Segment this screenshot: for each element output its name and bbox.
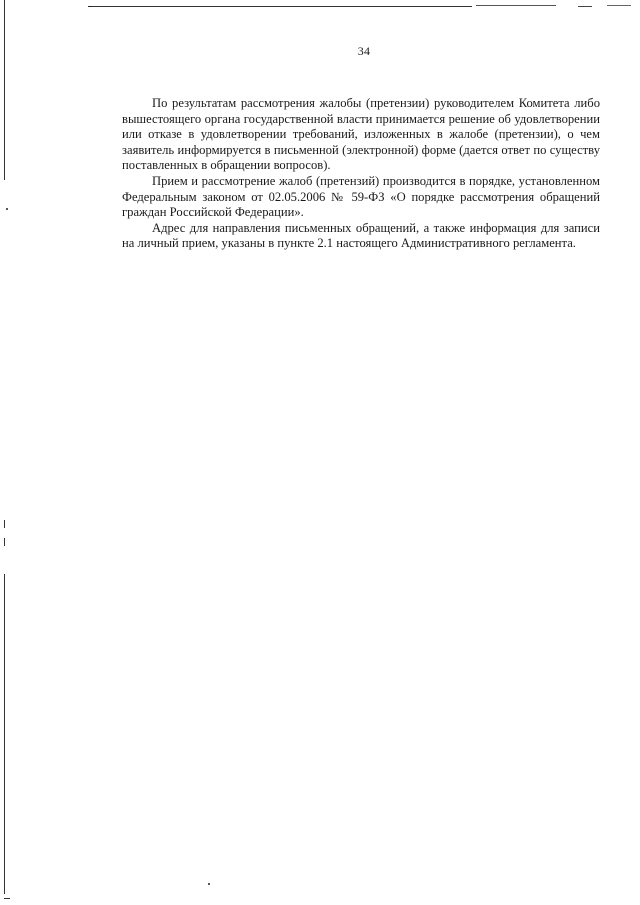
- paragraph-complaint-procedure: Прием и рассмотрение жалоб (претензий) производится в порядке, установленном Федеральным законом от 02.05.2006 № 59-ФЗ «О порядке рассмотрения обращений граждан Российской Федерации».: [122, 173, 600, 220]
- document-body: [122, 96, 600, 252]
- scan-top-rule: [476, 5, 556, 6]
- paragraph-complaint-result: По результатам рассмотрения жалобы (претензии) руководителем Комитета либо вышестоящего органа государственной власти принимается решение об удовлетворении или отказе в удовлетворении требований, изложенных в жалобе (претензии), о чем заявитель информируется в письменной (электронной) форме (дается ответ по существу поставленных в обращении вопросов).: [122, 96, 600, 173]
- page-number: 34: [357, 44, 371, 58]
- scan-top-rule: [607, 5, 631, 6]
- scan-left-edge: [4, 538, 5, 546]
- scan-left-edge: [4, 574, 5, 894]
- scan-top-rule: [92, 6, 472, 7]
- scan-left-edge: [4, 520, 5, 528]
- scan-speck: [208, 883, 210, 885]
- scan-left-edge: [4, 898, 10, 899]
- scan-top-rule: [578, 6, 592, 7]
- scan-left-edge: [4, 0, 5, 180]
- scan-speck: [6, 208, 8, 210]
- paragraph-address-info: Адрес для направления письменных обращений, а также информация для записи на личный прием, указаны в пункте 2.1 настоящего Административного регламента.: [122, 220, 600, 251]
